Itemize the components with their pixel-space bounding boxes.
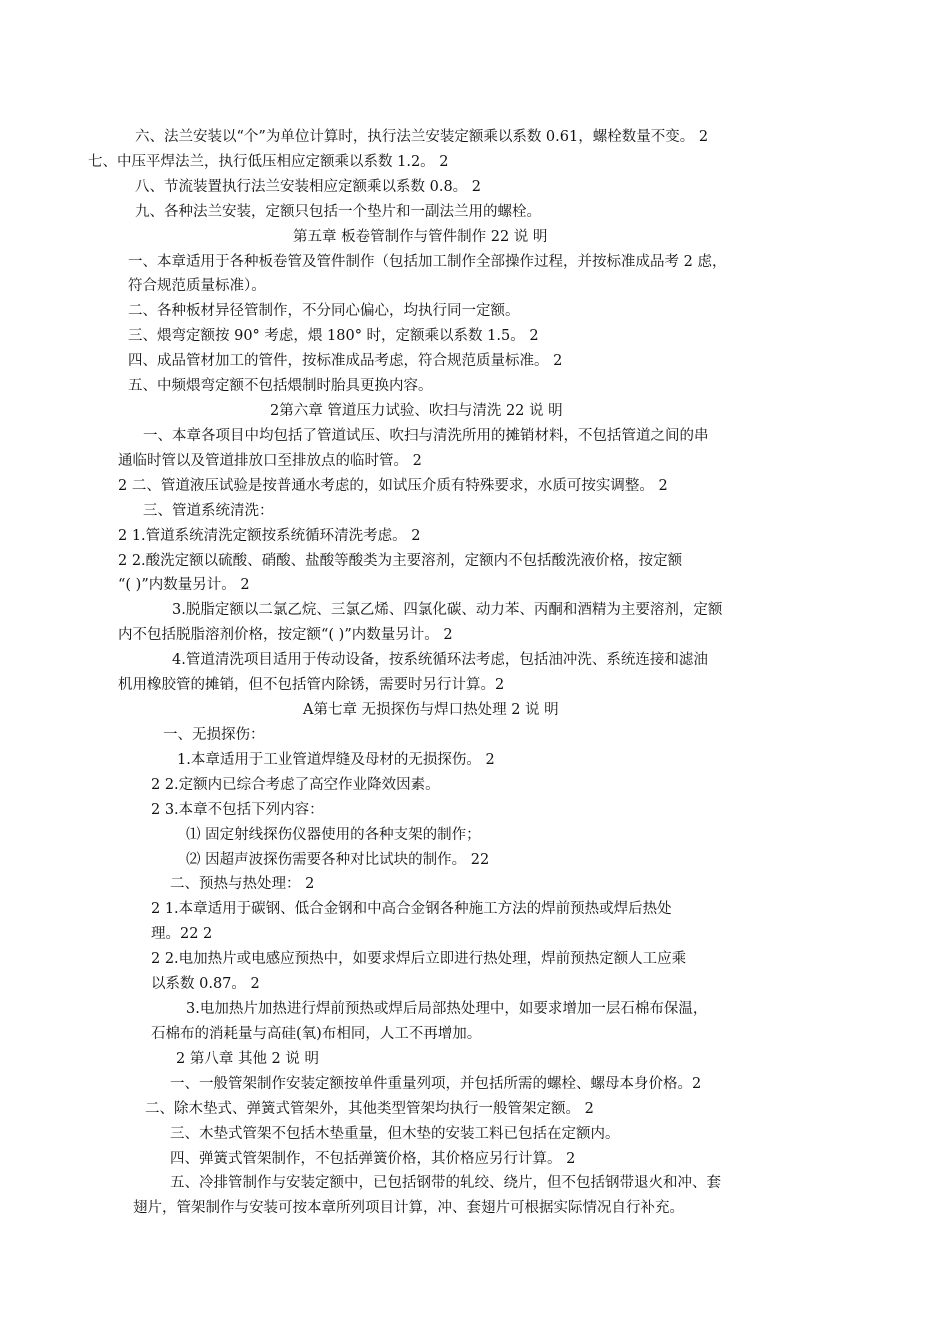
chapter-heading: A第七章 无损探伤与焊口热处理 2 说 明 [303,702,559,718]
text-line: 2 二、管道液压试验是按普通水考虑的，如试压介质有特殊要求，水质可按实调整。 2 [118,478,668,494]
text-line: 通临时管以及管道排放口至排放点的临时管。 2 [118,453,422,469]
text-line: 二、预热与热处理： 2 [170,876,315,892]
text-line: 以系数 0.87。 2 [151,976,260,992]
text-line: 九、各种法兰安装，定额只包括一个垫片和一副法兰用的螺栓。 [135,204,541,220]
text-line: 五、冷排管制作与安装定额中，已包括钢带的轧绞、绕片，但不包括钢带退火和冲、套 [170,1175,721,1191]
text-line: 七、中压平焊法兰，执行低压相应定额乘以系数 1.2。 2 [88,154,449,170]
text-line: 机用橡胶管的摊销，但不包括管内除锈，需要时另行计算。2 [118,677,505,693]
chapter-heading: 2 第八章 其他 2 说 明 [176,1051,319,1067]
text-line: 2 1.管道系统清洗定额按系统循环清洗考虑。 2 [118,528,421,544]
text-line: 内不包括脱脂溶剂价格，按定额“( )”内数量另计。 2 [118,627,453,643]
text-line: 五、中频煨弯定额不包括煨制时胎具更换内容。 [128,378,433,394]
text-line: 2 2.定额内已综合考虑了高空作业降效因素。 [151,777,440,793]
text-line: 一、一般管架制作安装定额按单件重量列项，并包括所需的螺栓、螺母本身价格。2 [170,1076,702,1092]
text-line: 3.脱脂定额以二氯乙烷、三氯乙烯、四氯化碳、动力苯、丙酮和酒精为主要溶剂，定额 [172,602,723,618]
text-line: 符合规范质量标准）。 [128,278,266,294]
text-line: ⑵ 因超声波探伤需要各种对比试块的制作。 22 [186,852,490,868]
text-line: 2 2.电加热片或电感应预热中，如要求焊后立即进行热处理，焊前预热定额人工应乘 [151,951,687,967]
text-line: 六、法兰安装以“个”为单位计算时，执行法兰安装定额乘以系数 0.61，螺栓数量不变。 2 [135,129,709,145]
text-line: 一、无损探伤： [163,727,265,743]
text-line: 2 2.酸洗定额以硫酸、硝酸、盐酸等酸类为主要溶剂，定额内不包括酸洗液价格，按定额 [118,553,683,569]
text-line: 翅片，管架制作与安装可按本章所列项目计算，冲、套翅片可根据实际情况自行补充。 [133,1200,684,1216]
text-line: 二、除木垫式、弹簧式管架外，其他类型管架均执行一般管架定额。 2 [145,1101,594,1117]
chapter-heading: 2第六章 管道压力试验、吹扫与清洗 22 说 明 [270,403,563,419]
text-line: 石棉布的消耗量与高硅(氧)布相同，人工不再增加。 [151,1026,482,1042]
text-line: 四、成品管材加工的管件，按标准成品考虑，符合规范质量标准。 2 [128,353,563,369]
text-line: ⑴ 固定射线探伤仪器使用的各种支架的制作； [186,827,481,843]
text-line: 1.本章适用于工业管道焊缝及母材的无损探伤。 2 [177,752,495,768]
text-line: 四、弹簧式管架制作，不包括弹簧价格，其价格应另行计算。 2 [170,1151,576,1167]
text-line: 三、煨弯定额按 90° 考虑，煨 180° 时，定额乘以系数 1.5。 2 [128,328,539,344]
text-line: 理。22 2 [151,926,213,942]
text-line: 二、各种板材异径管制作，不分同心偏心，均执行同一定额。 [128,303,520,319]
chapter-heading: 第五章 板卷管制作与管件制作 22 说 明 [293,229,548,245]
text-line: 2 3.本章不包括下列内容： [151,802,324,818]
text-line: 三、管道系统清洗： [143,503,274,519]
text-line: 八、节流装置执行法兰安装相应定额乘以系数 0.8。 2 [135,179,482,195]
text-line: 2 1.本章适用于碳钢、低合金钢和中高合金钢各种施工方法的焊前预热或焊后热处 [151,901,672,917]
text-line: “( )”内数量另计。 2 [118,577,250,593]
text-line: 三、木垫式管架不包括木垫重量，但木垫的安装工料已包括在定额内。 [170,1126,620,1142]
text-line: 一、本章各项目中均包括了管道试压、吹扫与清洗所用的摊销材料，不包括管道之间的串 [143,428,709,444]
text-line: 3.电加热片加热进行焊前预热或焊后局部热处理中，如要求增加一层石棉布保温， [186,1001,708,1017]
text-line: 4.管道清洗项目适用于传动设备，按系统循环法考虑，包括油冲洗、系统连接和滤油 [172,652,708,668]
text-line: 一、本章适用于各种板卷管及管件制作（包括加工制作全部操作过程，并按标准成品考 2 虑， [128,254,727,270]
